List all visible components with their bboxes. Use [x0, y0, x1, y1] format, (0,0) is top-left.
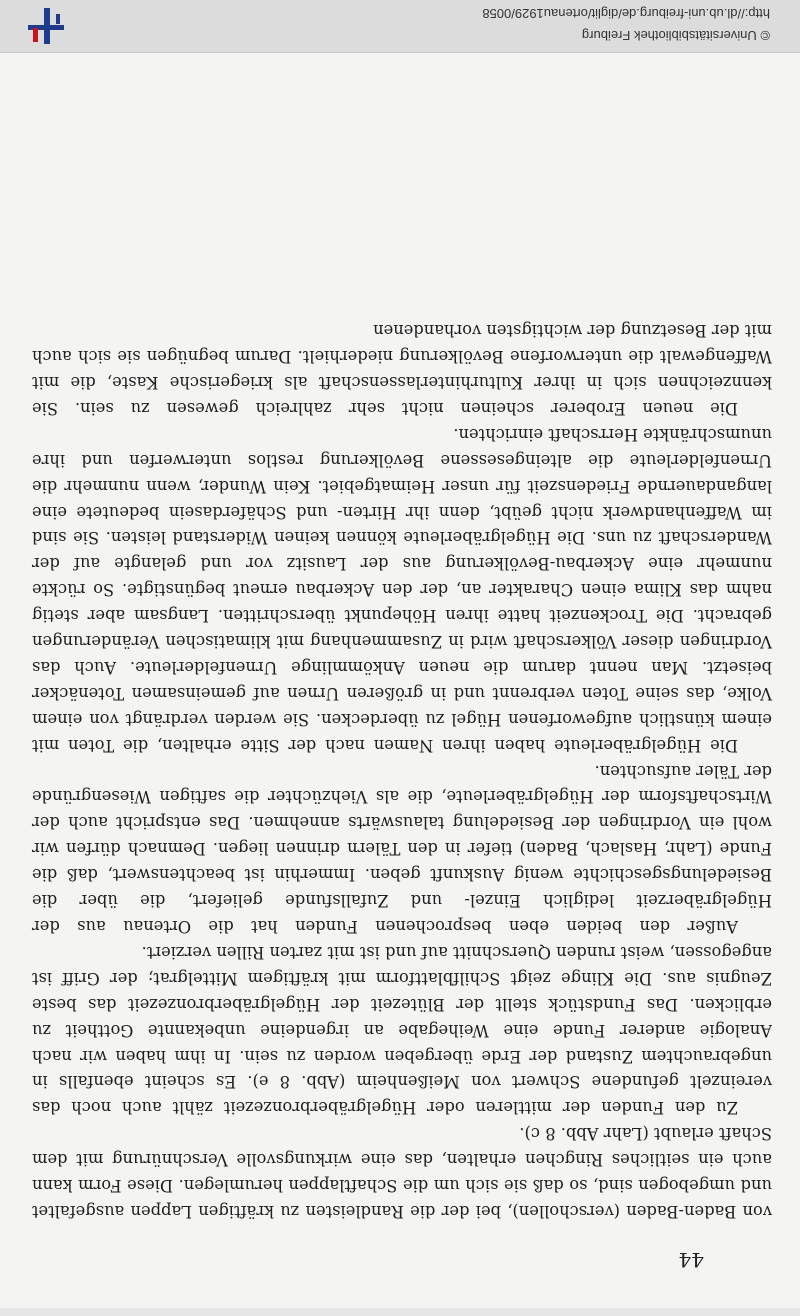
- page-number: 44: [678, 1248, 704, 1272]
- paragraph: Die neuen Eroberer scheinen nicht sehr zahlreich gewesen zu sein. Sie kennzeichnen sich in ihrer Kulturhinterlassenschaft als kriegerische Kaste, die mit Waffengewalt die unterworfene Bevölkerung niederhielt. Darum begnügen sie sich auch mit der Besetzung der wichtigsten vorhandenen: [32, 321, 772, 418]
- footer-bar: [0, 0, 800, 53]
- copyright-notice: © Universitätsbibliothek Freiburg: [581, 28, 770, 43]
- ub-freiburg-logo-icon: [24, 8, 68, 44]
- paragraph: von Baden-Baden (verschollen), bei der die Randleisten zu kräftigen Lappen ausgefaltet und umgebogen sind, so daß sie sich um die Schaftlappen herumlegen. Diese Form kann auch ein seitliches Ringchen erhalten, das eine wirkungsvolle Verschnürung mit dem Schaft erlaubt (Lahr Abb. 8 c).: [32, 1124, 772, 1221]
- paragraph: Die Hügelgräberleute haben ihren Namen nach der Sitte erhalten, die Toten mit einem künstlich aufgeworfenen Hügel zu überdecken. Sie werden verdrängt von einem Volke, das seine Toten verbrennt und in größeren Urnen auf gemeinsamen Totenäcker beisetzt. Man nennt darum die neuen Ankömmlinge Urnenfelderleute. Auch das Vordringen dieser Völkerschaft wird in Zusammenhang mit klimatischen Veränderungen gebracht. Die Trockenzeit hatte ihren Höhepunkt überschritten. Langsam aber stetig nahm das Klima einen Charakter an, der den Ackerbau erneut begünstigte. So rückte nunmehr eine Ackerbau-Bevölkerung aus der Lausitz vor und gelangte auf der Wanderschaft zu uns. Die Hügelgräberleute können keinen Widerstand leisten. Sie sind im Waffenhandwerk nicht geübt, denn ihr Hirten- und Schäferdasein bedeutete eine langandauernde Friedenszeit für unser Heimatgebiet. Kein Wunder, wenn nunmehr die Urnenfelderleute die alteingesessene Bevölkerung restlos unterwerfen und ihre unumschränkte Herrschaft einrichten.: [32, 424, 772, 755]
- paragraph: Zu den Funden der mittleren oder Hügelgräberbronzezeit zählt auch noch das vereinzelt gefundene Schwert von Meißenheim (Abb. 8 e). Es scheint ebenfalls in ungebrauchtem Zustand der Erde übergeben worden zu sein. In ihm haben wir nach Analogie anderer Funde eine Weihegabe an irgendeine unbekannte Gottheit zu erblicken. Das Fundstück stellt der Blütezeit der Hügelgräberbronzezeit das beste Zeugnis aus. Die Klinge zeigt Schilfblattform mit kräftigem Mittelgrat; der Griff ist angegossen, weist runden Querschnitt auf und ist mit zarten Rillen verziert.: [32, 942, 772, 1118]
- permalink-url[interactable]: http://dl.ub.uni-freiburg.de/diglit/ortenau1929/0058: [482, 6, 770, 21]
- paragraph: Außer den beiden eben besprochenen Funden hat die Ortenau aus der Hügelgräberzeit lediglich Einzel- und Zufallsfunde geliefert, die über die Besiedelungsgeschichte wenig Auskunft geben. Immerhin ist beachtenswert, daß die Funde (Lahr, Haslach, Baden) tiefer in den Tälern drinnen liegen. Demnach dürfen wir wohl ein Vordringen der Besiedelung talauswärts annehmen. Das entspricht auch der Wirtschaftsform der Hügelgräberleute, die als Viehzüchter die saftigen Wiesengründe der Täler aufsuchten.: [32, 761, 772, 937]
- page-edge: [0, 1308, 800, 1316]
- page-body: [32, 317, 772, 1224]
